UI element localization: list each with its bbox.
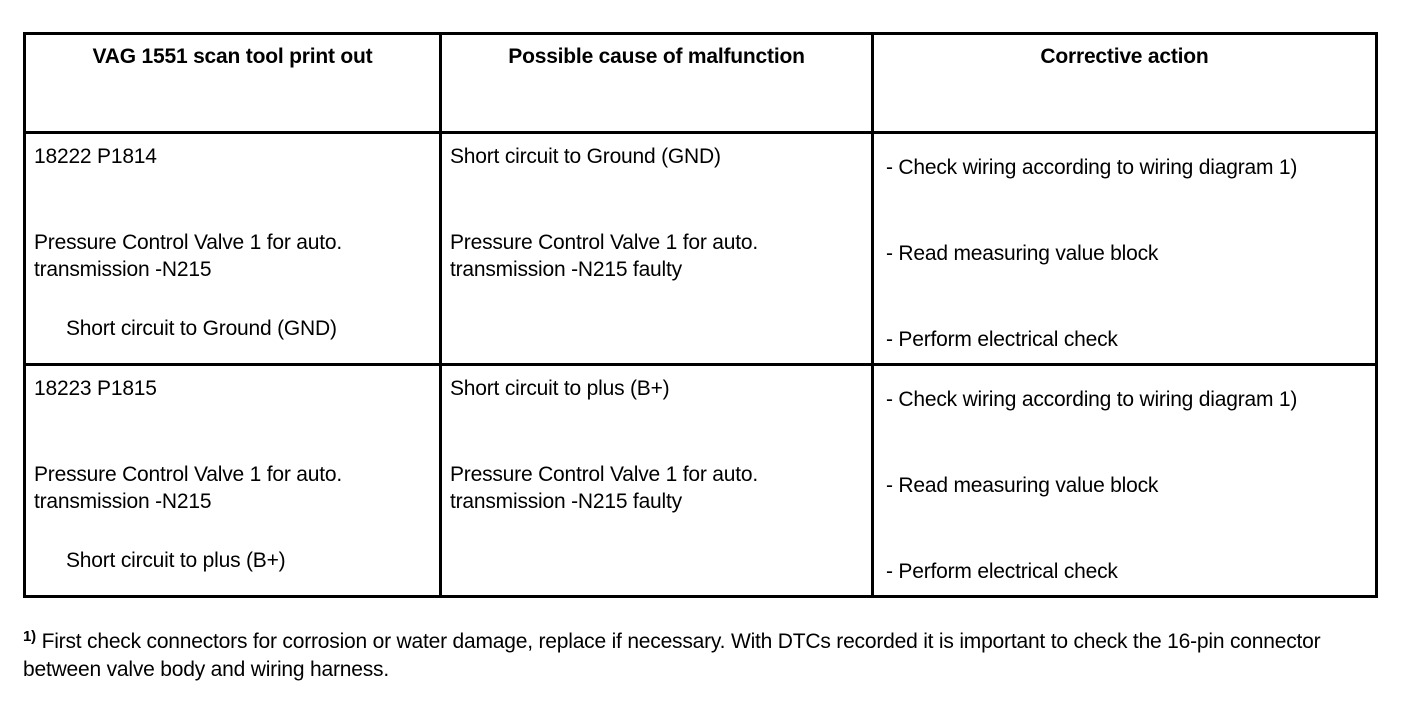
possible-cause: Short circuit to Ground (GND) bbox=[450, 145, 721, 168]
possible-cause: Short circuit to plus (B+) bbox=[450, 377, 670, 400]
header-scan-tool: VAG 1551 scan tool print out bbox=[25, 34, 441, 133]
cause-cell bbox=[441, 133, 873, 365]
footnote bbox=[23, 628, 1383, 684]
table-header-row bbox=[25, 34, 1377, 133]
scan-tool-cell bbox=[25, 365, 441, 597]
faulty-component: Pressure Control Valve 1 for auto. transmission -N215 faulty bbox=[450, 231, 758, 281]
footnote-text: First check connectors for corrosion or water damage, replace if necessary. With DTCs recorded it is important to check the 16-pin connector between valve body and wiring harness. bbox=[23, 630, 1321, 681]
dtc-code: 18222 P1814 bbox=[34, 145, 157, 168]
fault-description: Short circuit to Ground (GND) bbox=[66, 317, 337, 340]
cause-cell bbox=[441, 365, 873, 597]
component-name: Pressure Control Valve 1 for auto. transmission -N215 bbox=[34, 231, 342, 281]
action-cell bbox=[873, 133, 1377, 365]
dtc-table bbox=[23, 32, 1378, 598]
dtc-code: 18223 P1815 bbox=[34, 377, 157, 400]
faulty-component: Pressure Control Valve 1 for auto. transmission -N215 faulty bbox=[450, 463, 758, 513]
footnote-marker: 1) bbox=[23, 628, 36, 645]
action-check-wiring: - Check wiring according to wiring diagram 1) bbox=[886, 156, 1298, 179]
action-read-value-block: - Read measuring value block bbox=[886, 242, 1159, 265]
action-electrical-check: - Perform electrical check bbox=[886, 328, 1118, 351]
action-cell bbox=[873, 365, 1377, 597]
component-name: Pressure Control Valve 1 for auto. transmission -N215 bbox=[34, 463, 342, 513]
table-row bbox=[25, 133, 1377, 365]
action-read-value-block: - Read measuring value block bbox=[886, 474, 1159, 497]
action-check-wiring: - Check wiring according to wiring diagram 1) bbox=[886, 388, 1298, 411]
table-row bbox=[25, 365, 1377, 597]
action-electrical-check: - Perform electrical check bbox=[886, 560, 1118, 583]
scan-tool-cell bbox=[25, 133, 441, 365]
header-corrective-action: Corrective action bbox=[873, 34, 1377, 133]
header-possible-cause: Possible cause of malfunction bbox=[441, 34, 873, 133]
fault-description: Short circuit to plus (B+) bbox=[66, 549, 286, 572]
